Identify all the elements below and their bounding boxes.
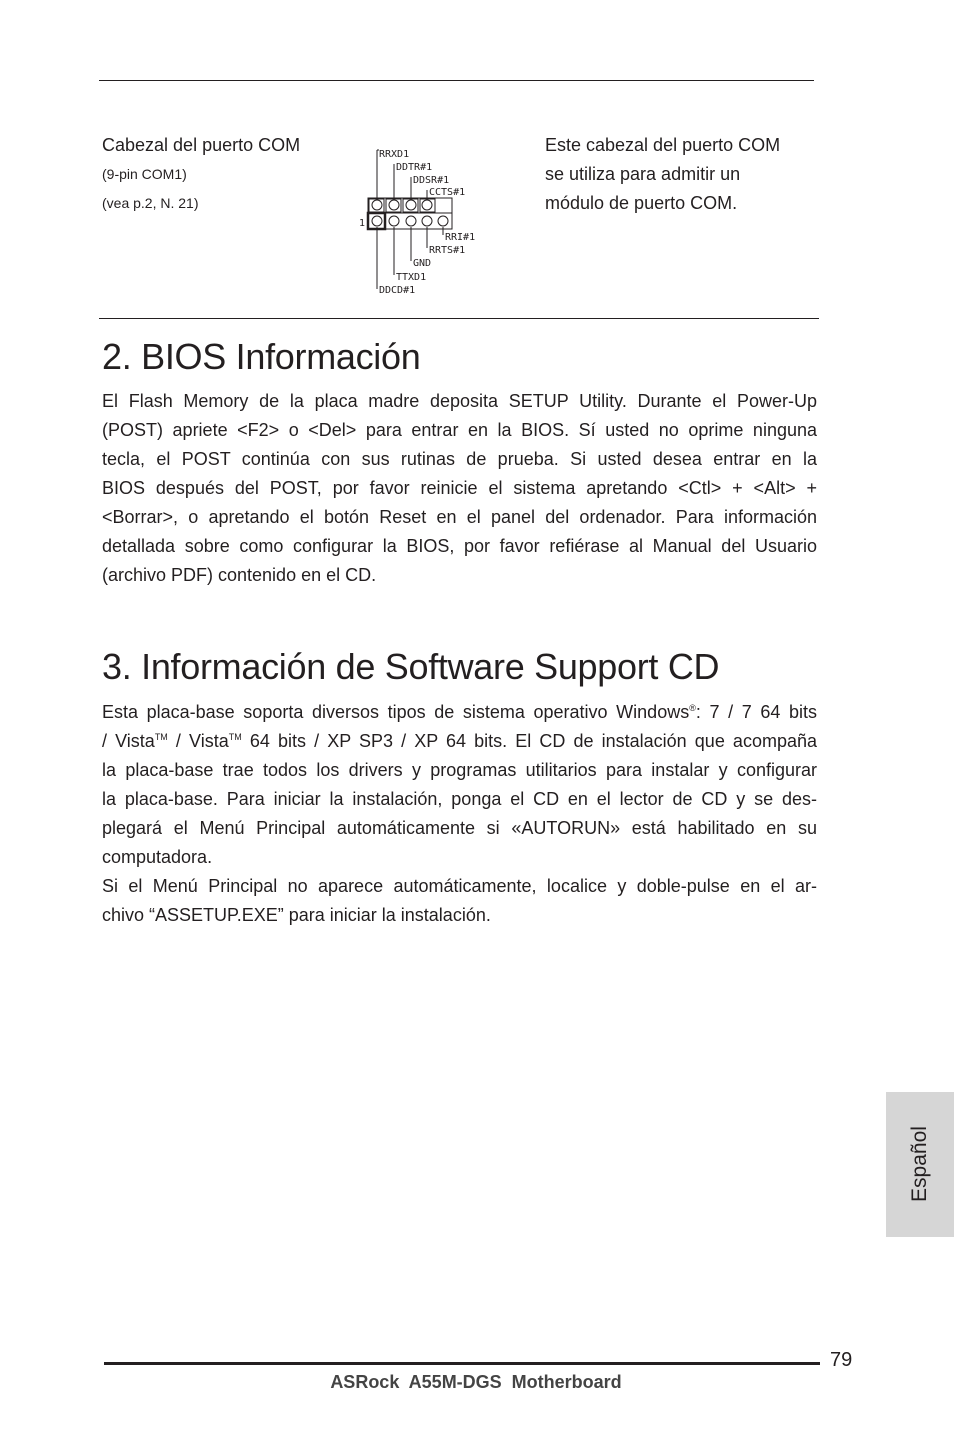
- pin-circle: [438, 216, 448, 226]
- com-pin-spec: (9-pin COM1): [102, 166, 187, 182]
- language-side-tab: [886, 1092, 954, 1237]
- software-line-text: Esta placa-base soporta diversos tipos de sistema operativo Windows: [102, 702, 690, 722]
- com-description-line: se utiliza para admitir un: [545, 164, 741, 184]
- footer-rule: [104, 1362, 820, 1365]
- pin-label: TTXD1: [396, 272, 427, 283]
- bios-line: (archivo PDF) contenido en el CD.: [102, 565, 377, 585]
- com-description-line: Este cabezal del puerto COM: [545, 135, 781, 155]
- pin-1-label: 1: [359, 218, 366, 229]
- com-header-label: Cabezal del puerto COM: [102, 135, 301, 155]
- pin-label: CCTS#1: [429, 187, 466, 198]
- footer-product: ASRock A55M-DGS Motherboard: [330, 1372, 622, 1392]
- software-paragraph: [102, 698, 817, 930]
- software-line-text: : 7 / 7 64 bits: [695, 702, 818, 722]
- pin-circle: [389, 200, 399, 210]
- pin-circle: [406, 216, 416, 226]
- software-line: la placa-base trae todos los drivers y programas utilitarios para instalar y configurar: [102, 760, 817, 780]
- pin-circle: [422, 216, 432, 226]
- pin-label: RRI#1: [445, 232, 476, 243]
- registered-mark: ®: [689, 703, 696, 713]
- pin-label: DDCD#1: [379, 285, 416, 296]
- pin-label: GND: [413, 258, 432, 269]
- com-description: [545, 131, 780, 218]
- bios-heading: 2. BIOS Información: [102, 336, 421, 377]
- pin-label: DDSR#1: [413, 175, 450, 186]
- pin-label: RRXD1: [379, 149, 410, 160]
- bios-line: El Flash Memory de la placa madre deposita SETUP Utility. Durante el Power-Up: [102, 391, 817, 411]
- software-heading: 3. Información de Software Support CD: [102, 646, 720, 687]
- section-rule: [99, 318, 819, 319]
- pin-circle: [389, 216, 399, 226]
- bios-line: (POST) apriete <F2> o <Del> para entrar en la BIOS. Sí usted no oprime ninguna: [102, 420, 817, 440]
- software-line: [102, 727, 817, 756]
- trademark-mark: TM: [228, 732, 242, 742]
- pin-label: RRTS#1: [429, 245, 466, 256]
- software-line: Si el Menú Principal no aparece automáticamente, localice y doble-pulse en el ar-: [102, 876, 817, 896]
- language-side-tab-label: Español: [908, 1126, 931, 1202]
- software-line: la placa-base. Para iniciar la instalación, ponga el CD en el lector de CD y se des-: [102, 789, 817, 809]
- pin-circle: [422, 200, 432, 210]
- bios-line: tecla, el POST continúa con sus rutinas de prueba. Si usted desea entrar en la: [102, 449, 817, 469]
- software-line: computadora.: [102, 847, 213, 867]
- bios-paragraph: [102, 387, 817, 590]
- pin-circle: [372, 200, 382, 210]
- bios-line: BIOS después del POST, por favor reinicie el sistema apretando <Ctl> + <Alt> +: [102, 478, 817, 498]
- pin-circle: [372, 216, 382, 226]
- software-line-text: / Vista: [167, 731, 229, 751]
- com-description-line: módulo de puerto COM.: [545, 193, 738, 213]
- top-rule: [99, 80, 814, 81]
- software-line-text: / Vista: [102, 731, 155, 751]
- bios-line: <Borrar>, o apretando el botón Reset en el panel del ordenador. Para información: [102, 507, 817, 527]
- bios-line: detallada sobre como configurar la BIOS, por favor refiérase al Manual del Usuario: [102, 536, 817, 556]
- software-line: plegará el Menú Principal automáticamente si «AUTORUN» está habilitado en su: [102, 818, 817, 838]
- software-line: chivo “ASSETUP.EXE” para iniciar la instalación.: [102, 905, 491, 925]
- com-reference: (vea p.2, N. 21): [102, 195, 199, 211]
- software-line: [102, 698, 817, 727]
- pin-label: DDTR#1: [396, 162, 433, 173]
- software-line-text: 64 bits / XP SP3 / XP 64 bits. El CD de instalación que acompaña: [241, 731, 817, 751]
- page-number: 79: [830, 1349, 853, 1371]
- com-pin-diagram: [356, 140, 486, 300]
- trademark-mark: TM: [154, 732, 168, 742]
- pin-circle: [406, 200, 416, 210]
